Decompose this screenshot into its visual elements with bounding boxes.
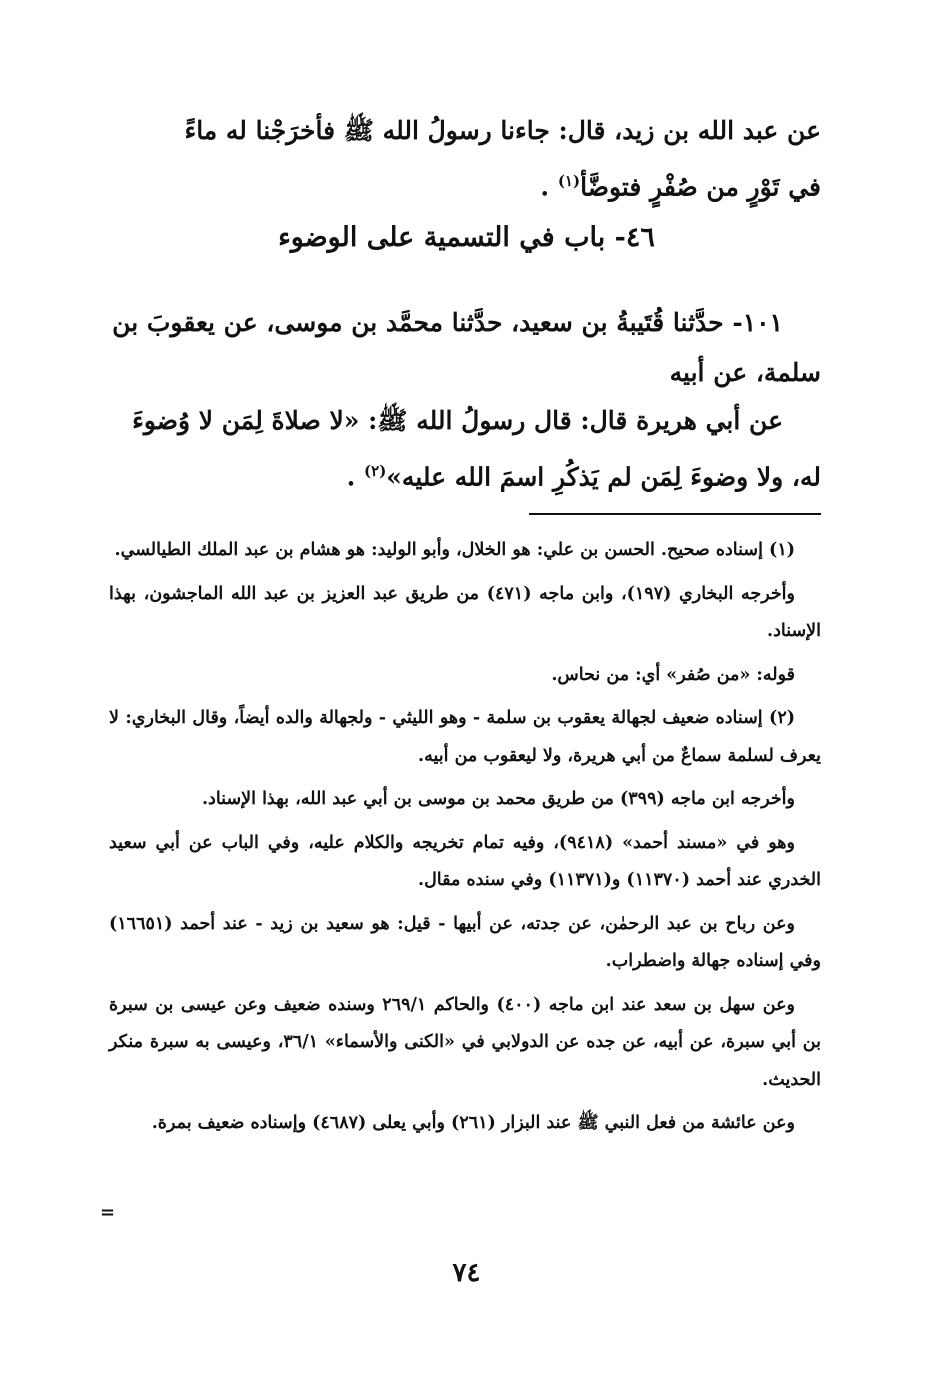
footnote-paragraph: وأخرجه البخاري (١٩٧)، وابن ماجه (٤٧١) من طريق عبد العزيز بن عبد الله الماجشون، بهذا الإسناد.	[109, 583, 821, 641]
footnote-paragraph: (٢) إسناده ضعيف لجهالة يعقوب بن سلمة - وهو الليثي - ولجهالة والده أيضاً، وقال البخاري: لا يعرف لسلمة سماعٌ من أبي هريرة، ولا ليعقوب من أبيه.	[109, 708, 821, 766]
footnote-paragraph: وعن عائشة من فعل النبي ﷺ عند البزار (٢٦١) وأبي يعلى (٤٦٨٧) وإسناده ضعيف بمرة.	[151, 1113, 795, 1133]
footnote-paragraph: وعن سهل بن سعد عند ابن ماجه (٤٠٠) والحاكم ٢٦٩/١ وسنده ضعيف وعن عيسى بن سبرة بن أبي سبرة، عن أبيه، عن جده عن الدولابي في «الكنى والأسماء» ٣٦/١، وعيسى به سبرة منكر الحديث.	[109, 994, 821, 1090]
footnote-paragraph: وأخرجه ابن ماجه (٣٩٩) من طريق محمد بن موسى بن أبي عبد الله، بهذا الإسناد.	[201, 789, 795, 809]
footnote-paragraph: قوله: «من صُفر» أي: من نحاس.	[551, 664, 795, 685]
footnote-paragraph: وعن رباح بن عبد الرحمٰن، عن جدته، عن أبيها - قيل: هو سعيد بن زيد - عند أحمد (١٦٦٥١) وفي إسناده جهالة واضطراب.	[109, 913, 821, 971]
hadith-text-line-1: عن أبي هريرة قال: قال رسولُ الله ﷺ: «لا صلاةَ لِمَن لا وُضوءَ	[132, 406, 783, 435]
chapter-heading: ٤٦- باب في التسمية على الوضوء	[278, 222, 655, 253]
hadith-text-line-2: له، ولا وضوءَ لِمَن لم يَذكُرِ اسمَ الله عليه»$^{(٢)}$ .	[346, 462, 821, 492]
footnote-ref-2: (٢)	[364, 462, 387, 480]
footnote-ref-1: (١)	[557, 172, 581, 190]
continuation-mark: =	[100, 1202, 116, 1223]
hadith-101-line-2: سلمة، عن أبيه	[669, 358, 821, 387]
hadith-101-line-1: ١٠١- حدَّثنا قُتَيبةُ بن سعيد، حدَّثنا محمَّد بن موسى، عن يعقوبَ بن	[112, 308, 783, 337]
footnote-paragraph: (١) إسناده صحيح. الحسن بن علي: هو الخلال، وأبو الوليد: هو هشام بن عبد الملك الطيالسي.	[114, 540, 795, 560]
opening-line-1: عن عبد الله بن زيد، قال: جاءنا رسولُ الله ﷺ فأخرَجْنا له ماءً	[184, 116, 821, 145]
footnote-paragraph: وهو في «مسند أحمد» (٩٤١٨)، وفيه تمام تخريجه والكلام عليه، وفي الباب عن أبي سعيد الخدري عند أحمد (١١٣٧٠) و(١١٣٧١) وفي سنده مقال.	[109, 832, 821, 890]
hadith-101-chain	[109, 298, 821, 398]
hadith-101-text	[109, 396, 821, 502]
page-number: ٧٤	[452, 1258, 481, 1288]
footnotes	[109, 532, 821, 1149]
opening-paragraph	[109, 106, 821, 212]
opening-line-2: في تَوْرٍ من صُفْرٍ فتوضَّأ$^{(١)}$ .	[540, 172, 821, 202]
footnote-separator	[529, 513, 821, 515]
